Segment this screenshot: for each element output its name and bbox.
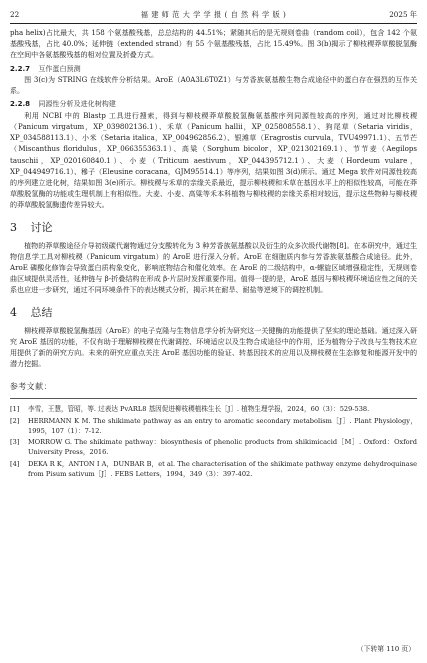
reference-text: 李雪，王慧，管昭，等. 过表达 PvARL8 基因促进柳枝稷植株生长［J］. 植物生理学报，2024，60（3）：529-538. [28, 405, 370, 414]
continued-note: （下转第 110 页） [356, 645, 415, 653]
reference-number: [3] [10, 438, 20, 447]
section-number: 4 [10, 305, 17, 319]
reference-text: HERRMANN K M. The shikimate pathway as an entry to aromatic secondary metabolism［J］. Plant Physiology，1995，107（1）：7-12. [28, 416, 417, 435]
reference-item [10, 404, 417, 414]
page-header [10, 8, 417, 22]
references-heading: 参考文献： [10, 382, 52, 392]
page-number: 22 [10, 10, 20, 19]
subsection-title: 互作蛋白预测 [38, 63, 81, 73]
reference-list [10, 398, 417, 478]
paragraph-summary: 柳枝稷莽草酸脱氢酶基因（AroE）的电子克隆与生物信息学分析为研究这一关键酶的功能提供了坚实的理论基础。通过深入研究 AroE 基因的功能，不仅有助于理解柳枝稷在代谢调控、环境适应以及生物合成途径中的作用，还为植物分子改良与生物技术应用提供了新的研究方向。未来的研究应重点关注 AroE 基因功能的验证、转基因技术的应用以及柳枝稷在生态修复和能源开发中的潜力挖掘。 [10, 325, 417, 369]
subsection-2-2-7 [10, 63, 417, 74]
reference-text: MORROW G. The shikimate pathway：biosynthesis of phenolic products from shikimicacid［M］. Oxford：Oxford University Press，2016. [28, 438, 417, 457]
paragraph-string-analysis: 图 3(c)为 STRING 在线软件分析结果。AroE（A0A3L6T0Z1）与芳香族氨基酸生物合成途径中的蛋白存在强烈的互作关系。 [10, 75, 417, 96]
reference-number: [2] [10, 416, 20, 425]
section-title: 总结 [30, 305, 53, 319]
journal-title: 福 建 师 范 大 学 学 报 ( 自 然 科 学 版 ) [140, 10, 287, 19]
journal-year: 2025 年 [389, 10, 417, 19]
section-discussion-heading [10, 221, 417, 235]
section-title: 讨论 [30, 220, 53, 234]
reference-number: [1] [10, 405, 20, 414]
reference-item [10, 437, 417, 457]
subsection-number: 2.2.8 [10, 99, 31, 109]
paragraph-discussion: 植物的莽草酸途径介导初级碳代谢物通过分支酸转化为 3 种芳香族氨基酸以及衍生的众多次级代谢物[8]。在本研究中，通过生物信息学工具对柳枝稷（Panicum virgatum）的 AroE 进行深入分析。AroE 在细胞质内参与芳香族氨基酸合成途径。此外，AroE 磷酸化修饰会导致蛋白质构象变化，影响底物结合和催化效率。在 AroE 的二级结构中，α-螺旋区域增强稳定性，无规则卷曲区域提供灵活性，延伸链与 β-折叠结构在形成 β-片层时发挥重要作用。值得一提的是，AroE 基因与柳枝稷环境适应性之间的关系也应进一步研究，通过不同环境条件下的表达模式分析，揭示其在耐旱、耐盐等逆境下的调控机制。 [10, 240, 417, 295]
subsection-number: 2.2.7 [10, 63, 31, 73]
reference-item [10, 459, 417, 479]
subsection-2-2-8 [10, 98, 417, 109]
reference-item [10, 416, 417, 436]
subsection-title: 同源性分析及进化树构建 [38, 99, 116, 109]
reference-number: [4] [10, 459, 20, 468]
paragraph-secondary-structure: pha helix)占比最大，共 158 个氨基酸残基，总总结构的 44.51%；紧随其后的是无规则卷曲（random coil），包含 142 个氨基酸残基，占比 40.0%；延伸链（extended strand）有 55 个氨基酸残基，占比 15.49%。图 3(b)揭示了柳枝稷莽草酸脱氢酶在空间中各氨基酸残基的相对位置及折叠方式。 [10, 28, 417, 60]
reference-text: DEKA R K，ANTON I A，DUNBAR B，et al. The characterisation of the shikimate pathway enzyme dehydroquinase from Pisum sativum［J］. FEBS Letters，1994，349（3）：397-402. [28, 459, 417, 478]
header-rule [10, 23, 417, 24]
section-number: 3 [10, 220, 17, 234]
section-summary-heading [10, 306, 417, 320]
paragraph-homology: 利用 NCBI 中的 Blastp 工具进行搜索，得到与柳枝稷莽草酸脱氢酶氨基酸序列同源性较高的序列，通过对比柳枝稷（Panicum virgatum，XP_039802136.1）、禾草（Panicum hallii，XP_025808558.1）、狗尾草（Setaria viridis，XP_034588113.1）、小米（Setaria italica，XP_004962856.2）、银滩草（Eragrostis curvula，TVU49971.1）、五节芒（Miscanthus floridulus，XP_066355363.1）、高粱（Sorghum bicolor，XP_021302169.1）、节节麦（Aegilops tauschii，XP_020160840.1）、小麦（Triticum aestivum，XP_044395712.1）、大麦（Hordeum vulare，XP_044949716.1）、穇子（Eleusine coracana，GJM95514.1）等序列，结果如图 3(d)所示。通过 Mega 软件对同源性较高的序列建立进化树，结果如图 3(e)所示。柳枝稷与禾草的亲缘关系最近，提示柳枝稷和禾草在基因水平上的相似性较高，可能在莽草酸脱氢酶的功能或生理机制上有相似性。大麦、小麦、高粱等禾本科植物与柳枝稷的亲缘关系相对较远，提示这些物种与柳枝稷的莽草酸脱氢酶遗传差异较大。 [10, 110, 417, 210]
article-body [10, 27, 417, 480]
